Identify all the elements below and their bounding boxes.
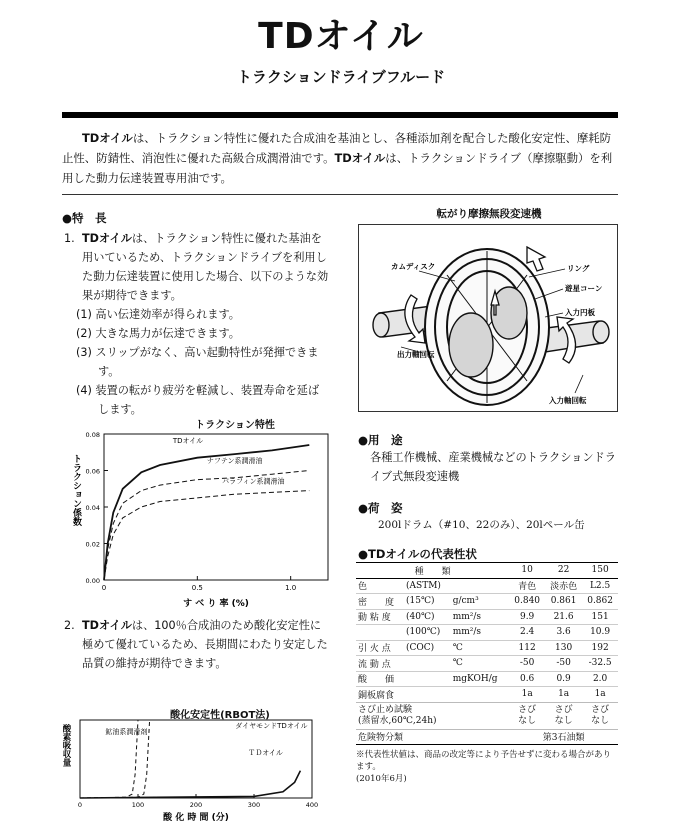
row-unit [451, 687, 510, 703]
table-row [356, 609, 618, 625]
row-value: -50 [519, 658, 535, 669]
row-value: 0.840 [514, 596, 541, 607]
row-cond: (40℃) [406, 611, 435, 622]
row-value: 130 [555, 642, 573, 653]
rust-bottom: なし [591, 715, 610, 726]
table-row [356, 687, 618, 703]
row-value: 2.0 [592, 673, 608, 684]
row-unit: ℃ [452, 658, 463, 669]
row-unit [451, 578, 510, 594]
row-value: 青色 [518, 582, 537, 593]
feature-item-2-number: 2. [64, 619, 75, 632]
row-cond [404, 671, 451, 687]
x-tick-label: 400 [305, 801, 319, 809]
x-axis-label: す べ り 率 (%) [183, 599, 249, 609]
header-kind: 種 類 [414, 566, 451, 577]
row-value: 1a [558, 689, 570, 700]
x-tick-label: 200 [189, 801, 203, 809]
x-tick-label: 100 [131, 801, 145, 809]
section-divider [62, 194, 618, 195]
row-value: 192 [591, 642, 609, 653]
table-row-rust [356, 702, 618, 729]
properties-note: ※代表性状値は、商品の改定等により予告せずに変わる場合があります。 [356, 750, 612, 772]
intro-brand-2: TDオイル [334, 151, 386, 165]
y-tick-label: 0.08 [85, 431, 100, 439]
row-name: 銅板腐食 [358, 690, 395, 701]
label-input-shaft: 入力軸回転 [549, 396, 587, 405]
x-tick-label: 300 [247, 801, 261, 809]
properties-heading: ●TDオイルの代表性状 [358, 547, 477, 561]
row-name: 流 動 点 [358, 659, 391, 670]
table-row [356, 671, 618, 687]
feature-item-1-brand: TDオイル [82, 232, 132, 245]
row-cond: (100℃) [406, 627, 441, 638]
row-value: 1a [594, 689, 606, 700]
rust-name: さび止め試験 [358, 704, 413, 715]
cvt-diagram [358, 224, 618, 412]
y-tick-label: 0.02 [85, 540, 100, 549]
row-value: L2.5 [589, 580, 611, 591]
feature-sub-item: (2) 大きな馬力が伝達できます。 [76, 327, 240, 340]
features-heading: ●特 長 [62, 211, 107, 225]
feature-sub-list [76, 305, 330, 419]
feature-item-1-number: 1. [64, 232, 75, 245]
feature-item-1 [64, 229, 330, 419]
y-tick-label: 0.00 [85, 577, 100, 585]
row-value: 21.6 [553, 611, 574, 622]
grade-150: 150 [591, 565, 609, 576]
row-value: -32.5 [588, 658, 612, 669]
series-label: ＴＤオイル [248, 749, 283, 758]
row-unit: g/cm³ [452, 596, 479, 607]
series-label: ダイヤモンドTDオイル [235, 721, 308, 730]
row-name: 酸 価 [358, 675, 395, 686]
hazard-value: 第3石油類 [542, 733, 585, 744]
feature-sub-item: (3) スリップがなく、高い起動特性が発揮できます。 [76, 346, 319, 378]
y-tick-label: 0.06 [85, 467, 100, 476]
x-axis-label: 酸 化 時 間 (分) [163, 813, 229, 823]
series-label: パラフィン系潤滑油 [222, 477, 285, 486]
y-axis-label: トラクション係数 [71, 454, 81, 526]
table-row [356, 625, 618, 641]
intro-text-2: は、トラクションドライブ（摩擦駆動）を利用した動力伝達装置専用油です。 [62, 151, 613, 185]
table-row-hazard [356, 729, 618, 745]
intro-brand: TDオイル [82, 131, 133, 145]
grade-10: 10 [521, 565, 533, 576]
packing-text: 200lドラム（#10、22のみ）、20lペール缶 [378, 519, 585, 531]
row-value: 112 [518, 642, 536, 653]
row-value: 9.9 [519, 611, 535, 622]
page-title: TDオイル [258, 16, 424, 57]
series-label: ナフテン系潤滑油 [206, 457, 263, 466]
row-value: 0.861 [550, 596, 577, 607]
row-value: 0.6 [519, 673, 535, 684]
series-line [104, 471, 309, 581]
usage-text: 各種工作機械、産業機械などのトラクションドライブ式無段変速機 [370, 451, 616, 483]
label-ring: リング [567, 264, 590, 273]
row-name: 密 度 [358, 597, 395, 608]
table-header-row [356, 563, 618, 579]
table-row [356, 594, 618, 610]
rust-top: さび [554, 704, 573, 715]
packing-heading: ●荷 姿 [358, 501, 403, 515]
traction-chart [62, 424, 334, 616]
row-value: -50 [556, 658, 571, 669]
row-value: 10.9 [590, 627, 611, 638]
row-value: 淡赤色 [550, 582, 578, 593]
label-camdisk: カムディスク [391, 262, 436, 271]
rust-top: さび [591, 704, 610, 715]
row-unit: mgKOH/g [452, 673, 498, 684]
row-value: 151 [591, 611, 609, 622]
row-value: 3.6 [556, 627, 571, 638]
series-label: TDオイル [172, 437, 204, 446]
rust-bottom: なし [554, 715, 573, 726]
rust-bottom: なし [518, 715, 537, 726]
row-unit: mm²/s [452, 627, 482, 638]
y-axis-label: 酸素吸収量 [61, 724, 71, 767]
y-tick-label: 0.04 [85, 504, 100, 512]
properties-date: (2010年6月) [356, 774, 407, 784]
series-line [104, 445, 309, 580]
hazard-name: 危険物分類 [358, 733, 404, 744]
row-cond: (15℃) [406, 596, 435, 607]
row-name: 動 粘 度 [358, 613, 391, 624]
series-label: 鉱油系潤滑剤 [105, 728, 148, 737]
properties-table-wrap [356, 562, 618, 785]
x-tick-label: 1.0 [285, 584, 297, 592]
feature-item-2 [64, 616, 330, 673]
row-cond [404, 656, 451, 672]
row-cond: (ASTM) [406, 580, 441, 591]
diagram-title: 転がり摩擦無段変速機 [436, 208, 542, 220]
rust-cond: (蒸留水,60℃,24h) [358, 715, 437, 726]
properties-table [356, 562, 618, 745]
x-tick-label: 0 [77, 801, 83, 809]
feature-sub-item: (1) 高い伝達効率が得られます。 [76, 308, 240, 321]
usage-heading: ●用 途 [358, 433, 403, 447]
x-tick-label: 0 [101, 584, 107, 592]
x-tick-label: 0.5 [191, 584, 203, 592]
traction-chart-title: トラクション特性 [195, 420, 275, 431]
row-cond [404, 687, 451, 703]
intro-text-1: は、トラクション特性に優れた合成油を基油とし、各種添加剤を配合した酸化安定性、摩耗防止性、防錆性、消泡性に優れた高級合成潤滑油です。 [62, 131, 612, 165]
series-line [104, 491, 309, 580]
label-output-shaft: 出力軸回転 [397, 350, 435, 359]
oxidation-chart [60, 714, 332, 826]
feature-item-2-brand: TDオイル [82, 619, 132, 632]
row-value: 0.9 [556, 673, 571, 684]
series-line [80, 771, 300, 798]
label-cone: 遊星コーン [565, 284, 603, 293]
row-value: 1a [521, 689, 533, 700]
table-row [356, 640, 618, 656]
row-unit: mm²/s [452, 611, 482, 622]
row-value: 2.4 [519, 627, 535, 638]
cvt-illustration [359, 225, 617, 411]
row-name: 引 火 点 [358, 644, 391, 655]
table-row [356, 656, 618, 672]
intro-paragraph [62, 128, 620, 188]
oxidation-chart-title: 酸化安定性(RBOT法) [170, 710, 270, 721]
table-row [356, 578, 618, 594]
row-cond: (COC) [406, 642, 435, 653]
row-name: 色 [358, 582, 368, 593]
rust-top: さび [518, 704, 537, 715]
page-subtitle: トラクションドライブフルード [236, 68, 446, 86]
grade-22: 22 [557, 565, 570, 576]
row-name [356, 625, 404, 641]
feature-sub-item: (4) 装置の転がり疲労を軽減し、装置寿命を延ばします。 [76, 384, 320, 416]
row-unit: ℃ [452, 642, 463, 653]
feature-item-2-text: は、100％合成油のため酸化安定性に極めて優れているため、長期間にわたり安定した品質の維持が期待できます。 [82, 619, 328, 670]
row-value: 0.862 [587, 596, 613, 607]
title-divider [62, 112, 618, 118]
label-input-disk: 入力円板 [565, 308, 595, 317]
feature-item-1-text: は、トラクション特性に優れた基油を用いているため、トラクションドライブを利用した動力伝達装置に使用した場合、以下のような効果が期待できます。 [82, 232, 329, 302]
